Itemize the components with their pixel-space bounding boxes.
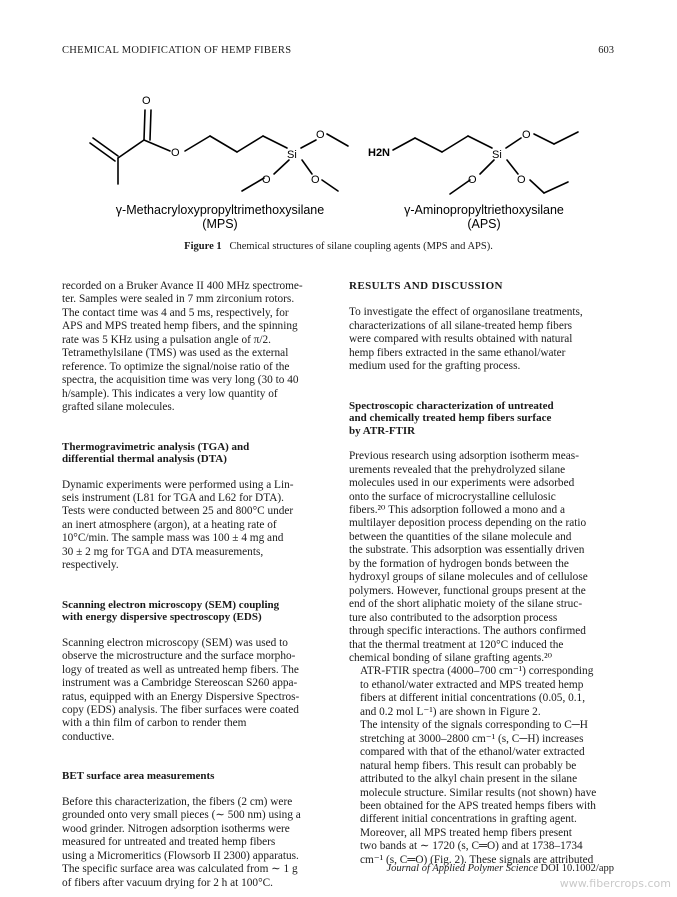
text-line: attributed to the alkyl chain present in the silane [360, 773, 578, 786]
text-line: reference. To optimize the signal/noise ratio of the [62, 360, 290, 373]
text-line: grafted silane molecules. [62, 401, 175, 414]
text-line: ter. Samples were sealed in 7 mm zirconium rotors. [62, 293, 295, 306]
results-intro-paragraph [349, 306, 614, 373]
heading-line: Scanning electron microscopy (SEM) coupling [62, 598, 280, 611]
text-line: hemp fibers extracted in the same ethanol/water [349, 346, 566, 359]
text-line: characterizations of all silane-treated hemp fibers [349, 319, 573, 332]
sem-paragraph [62, 637, 327, 745]
mps-name: γ-Methacryloxypropyltrimethoxysilane [115, 203, 325, 217]
text-line: ratus, equipped with an Energy Dispersive Spectros- [62, 690, 300, 703]
mps-atom-si: Si [287, 149, 297, 161]
text-line: by the formation of hydrogen bonds between the [349, 557, 569, 570]
watermark: www.fibercrops.com [559, 877, 671, 890]
mps-atom-o5: O [311, 174, 320, 186]
text-line: end of the short aliphatic moiety of the silane struc- [349, 598, 583, 611]
page-number: 603 [598, 45, 614, 56]
text-line: of fibers after vacuum drying for 2 h at 100°C. [62, 876, 273, 889]
aps-atom-o3: O [517, 174, 526, 186]
mps-atom-o1: O [142, 95, 151, 107]
text-line: to ethanol/water extracted and MPS treated hemp [360, 678, 584, 691]
text-line: instrument was a Cambridge Stereoscan S260 appa- [62, 677, 298, 690]
text-line: molecule structure. Similar results (not shown) have [360, 786, 597, 799]
text-line: hydroxyl groups of silane molecules and of cellulose [349, 571, 588, 584]
mps-structure [90, 110, 348, 191]
text-line: between the quantities of the silane molecule and [349, 530, 572, 543]
aps-atom-o1: O [522, 129, 531, 141]
text-line: fibers.²⁰ This adsorption followed a mono and a [349, 504, 566, 517]
text-line: 10°C/min. The sample mass was 100 ± 4 mg and [62, 532, 284, 545]
tga-paragraph [62, 479, 327, 573]
figure-caption [0, 241, 677, 252]
figure-label: Figure 1 [184, 241, 222, 252]
text-line: an inert atmosphere (argon), at a heating rate of [62, 518, 277, 531]
text-line: different initial concentrations in grafting agent. [360, 813, 577, 826]
mps-atom-o3: O [316, 129, 325, 141]
text-line: copy (EDS) analysis. The fiber surfaces were coated [62, 703, 299, 716]
text-line: To investigate the effect of organosilane treatments, [349, 306, 583, 319]
heading-line: and chemically treated hemp fibers surface [349, 412, 552, 425]
text-line: APS and MPS treated hemp fibers, and the spinning [62, 320, 298, 333]
text-line: multilayer deposition process depending on the ratio [349, 517, 587, 530]
text-line: urements revealed that the prehydrolyzed silane [349, 463, 566, 476]
text-line: medium used for the grafting process. [349, 360, 521, 373]
text-line: The specific surface area was calculated from ∼ 1 g [62, 863, 298, 876]
results-heading: RESULTS AND DISCUSSION [349, 280, 503, 292]
spectro-paragraph-2 [349, 665, 614, 719]
text-line: cm⁻¹ (s, C═O) (Fig. 2). These signals are attributed [360, 853, 594, 866]
text-line: logy of treated as well as untreated hemp fibers. The [62, 663, 299, 676]
text-line: 30 ± 2 mg for TGA and DTA measurements, [62, 545, 264, 558]
heading-line: by ATR-FTIR [349, 424, 416, 437]
nmr-paragraph [62, 280, 327, 415]
text-line: wood grinder. Nitrogen adsorption isotherms were [62, 822, 290, 835]
sem-heading [62, 599, 327, 624]
tga-heading [62, 441, 327, 466]
text-line: The intensity of the signals corresponding to C─H [360, 719, 588, 732]
mps-atom-o4: O [262, 174, 271, 186]
mps-abbr: (MPS) [202, 217, 238, 231]
bet-paragraph [62, 796, 327, 890]
text-line: Dynamic experiments were performed using a Lin- [62, 478, 294, 491]
text-line: Previous research using adsorption isotherm meas- [349, 450, 579, 463]
text-line: the substrate. This adsorption was essentially driven [349, 544, 585, 557]
heading-line: Spectroscopic characterization of untreated [349, 399, 554, 412]
bet-heading [62, 770, 327, 783]
text-line: molecules used in our experiments were adsorbed [349, 477, 575, 490]
text-line: seis instrument (L81 for TGA and L62 for DTA). [62, 491, 284, 504]
aps-atom-si: Si [492, 149, 502, 161]
text-line: rate was 5 KHz using a pulsation angle of π/2. [62, 333, 271, 346]
text-line: spectra, the acquisition time was very long (30 to 40 [62, 374, 299, 387]
spectro-paragraph-1 [349, 450, 614, 665]
text-line: onto the surface of microcrystalline cellulosic [349, 490, 556, 503]
heading-line: with energy dispersive spectroscopy (EDS) [62, 611, 262, 624]
text-line: using a Micromeritics (Flowsorb II 2300) apparatus. [62, 849, 299, 862]
text-line: two bands at ∼ 1720 (s, C═O) and at 1738–1734 [360, 840, 583, 853]
text-line: observe the microstructure and the surface morpho- [62, 650, 296, 663]
text-line: ATR-FTIR spectra (4000–700 cm⁻¹) corresponding [360, 665, 594, 678]
text-line: The contact time was 4 and 5 ms, respectively, for [62, 306, 289, 319]
journal-name: Journal of Applied Polymer Science [386, 863, 538, 874]
text-line: with a thin film of carbon to render them [62, 717, 247, 730]
spectro-paragraph-3 [349, 719, 614, 827]
text-line: recorded on a Bruker Avance II 400 MHz spectrome- [62, 280, 303, 292]
mps-atom-o2: O [171, 147, 180, 159]
text-line: natural hemp fibers. This result can probably be [360, 759, 577, 772]
aps-atom-o2: O [468, 174, 477, 186]
text-line: Moreover, all MPS treated hemp fibers present [360, 826, 572, 839]
text-line: polymers. However, functional groups present at the [349, 584, 586, 597]
text-line: were compared with results obtained with natural [349, 333, 573, 346]
doi-text: DOI 10.1002/app [540, 863, 614, 874]
aps-abbr: (APS) [467, 217, 501, 231]
text-line: and 0.2 mol L⁻¹) are shown in Figure 2. [360, 705, 541, 718]
text-line: been obtained for the APS treated hemps fibers with [360, 800, 596, 812]
spectro-paragraph-4 [349, 827, 614, 867]
spectro-heading [349, 400, 614, 438]
text-line: through specific interactions. The authors confirmed [349, 625, 586, 638]
running-head: CHEMICAL MODIFICATION OF HEMP FIBERS [62, 45, 292, 56]
right-column [349, 280, 614, 867]
chemical-structures-figure [60, 88, 620, 233]
text-line: compared with that of the ethanol/water extracted [360, 746, 585, 759]
aps-structure [393, 132, 578, 194]
text-line: Before this characterization, the fibers (2 cm) were [62, 795, 293, 808]
text-line: that the thermal treatment at 120°C induced the [349, 638, 564, 651]
page-footer [386, 863, 614, 874]
aps-atom-amine: H2N [368, 147, 391, 159]
text-line: Tetramethylsilane (TMS) was used as the external [62, 347, 289, 360]
text-line: h/sample). This indicates a very low quantity of [62, 387, 278, 400]
text-line: fibers at different initial concentrations (0.05, 0.1, [360, 692, 586, 705]
aps-name: γ-Aminopropyltriethoxysilane [404, 203, 564, 217]
text-line: chemical bonding of silane grafting agents.²⁰ [349, 652, 553, 665]
text-line: Scanning electron microscopy (SEM) was used to [62, 636, 288, 649]
figure-caption-text: Chemical structures of silane coupling agents (MPS and APS). [229, 241, 493, 252]
text-line: measured for untreated and treated hemp fibers [62, 836, 276, 849]
heading-line: differential thermal analysis (DTA) [62, 453, 227, 466]
heading-line: BET surface area measurements [62, 770, 215, 783]
text-line: conductive. [62, 730, 115, 743]
text-line: respectively. [62, 559, 119, 572]
text-line: Tests were conducted between 25 and 800°C under [62, 505, 294, 518]
text-line: ture also contributed to the adsorption process [349, 611, 558, 624]
heading-line: Thermogravimetric analysis (TGA) and [62, 440, 250, 453]
left-column [62, 280, 327, 890]
text-line: grounded onto very small pieces (∼ 500 nm) using a [62, 809, 301, 822]
text-line: stretching at 3000–2800 cm⁻¹ (s, C─H) increases [360, 732, 584, 745]
